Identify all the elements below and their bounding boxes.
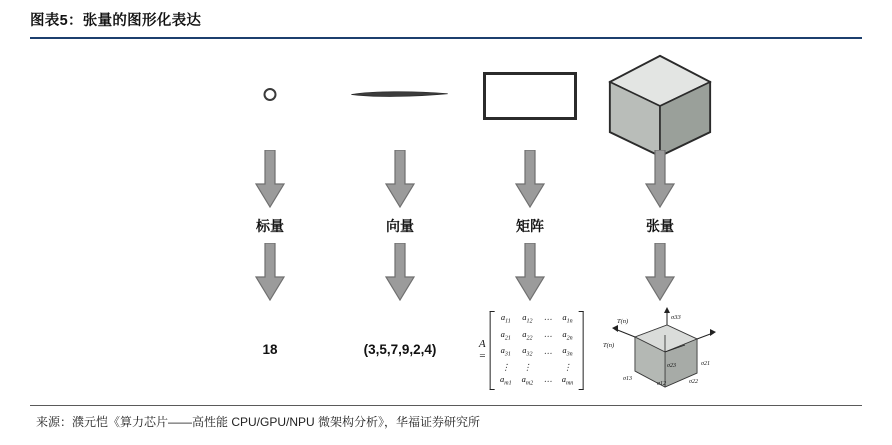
down-arrow-icon	[643, 243, 677, 301]
figure-header	[30, 10, 862, 40]
svg-text:σ21: σ21	[701, 361, 710, 367]
matrix-cell: $a_{11}$	[500, 312, 511, 325]
table-row	[495, 328, 578, 345]
title-divider	[30, 37, 862, 39]
scalar-arrow-bottom	[195, 243, 345, 303]
matrix-cell: ⋮	[563, 362, 572, 373]
matrix-lead-label: A =	[478, 338, 487, 363]
scalar-value: 18	[262, 342, 278, 357]
diagram-column-vector	[325, 45, 475, 400]
matrix-cell: ⋮	[501, 362, 511, 373]
matrix-cell: $a_{32}$	[522, 345, 533, 359]
matrix-shape-slot	[455, 50, 605, 145]
matrix-cell: ⋯	[543, 314, 552, 325]
matrix-right-bracket	[578, 311, 583, 390]
vector-shape-slot	[325, 50, 475, 145]
matrix-cell: $a_{22}$	[522, 328, 533, 342]
tensor-diagram	[30, 45, 862, 400]
vector-arrow-top	[325, 150, 475, 210]
footer-divider	[30, 405, 862, 406]
diagram-column-tensor	[585, 45, 735, 400]
line-shape-icon	[346, 90, 454, 99]
matrix-value-slot	[455, 307, 605, 392]
tensor-value-slot	[585, 307, 735, 392]
table-row	[495, 344, 578, 361]
vector-value-slot	[325, 307, 475, 392]
matrix-cell: $a_{2n}$	[562, 328, 573, 342]
matrix-cell: ⋯	[543, 347, 552, 358]
vector-value: (3,5,7,9,2,4)	[363, 342, 437, 357]
tensor-arrow-top	[585, 150, 735, 210]
diagram-column-matrix	[455, 45, 605, 400]
matrix-cell: $a_{21}$	[500, 328, 511, 342]
stress-tensor-cube-icon	[601, 307, 719, 392]
matrix-cell	[538, 361, 557, 373]
scalar-arrow-top	[195, 150, 345, 210]
matrix-cell: ⋯	[543, 331, 552, 342]
svg-text:σ23: σ23	[667, 363, 676, 369]
svg-text:σ13: σ13	[623, 376, 632, 382]
matrix-cell: ⋮	[523, 362, 532, 373]
vector-arrow-bottom	[325, 243, 475, 303]
down-arrow-icon	[513, 150, 547, 208]
matrix-cell: $a_{m1}$	[500, 374, 512, 387]
down-arrow-icon	[253, 243, 287, 301]
down-arrow-icon	[383, 150, 417, 208]
svg-text:σ22: σ22	[689, 379, 698, 385]
tensor-shape-slot	[585, 50, 735, 145]
table-row	[495, 311, 578, 328]
matrix-label: 矩阵	[516, 218, 544, 234]
scalar-label: 标量	[256, 218, 284, 234]
rectangle-shape-icon	[483, 72, 577, 120]
tensor-arrow-bottom	[585, 243, 735, 303]
matrix-cell: ⋯	[543, 376, 552, 387]
dot-shape-icon	[264, 88, 277, 101]
matrix-cell: $a_{1n}$	[562, 312, 573, 325]
matrix-arrow-bottom	[455, 243, 605, 303]
scalar-shape-slot	[195, 50, 345, 145]
diagram-column-scalar	[195, 45, 345, 400]
vector-label: 向量	[386, 218, 414, 234]
page-title: 图表5：张量的图形化表达	[30, 13, 202, 29]
cube-shape-icon	[606, 54, 714, 158]
svg-text:σ33: σ33	[671, 314, 681, 321]
tensor-label: 张量	[646, 218, 674, 234]
matrix-cell: $a_{3n}$	[562, 345, 573, 359]
matrix-grid	[495, 311, 578, 390]
down-arrow-icon	[383, 243, 417, 301]
svg-text:T(n): T(n)	[617, 318, 629, 325]
down-arrow-icon	[513, 243, 547, 301]
matrix-cell: $a_{mn}$	[561, 374, 574, 387]
svg-text:T(n): T(n)	[603, 342, 615, 349]
matrix-cell: $a_{31}$	[500, 345, 511, 359]
table-row	[495, 373, 578, 390]
svg-text:σ12: σ12	[657, 381, 666, 387]
matrix-cell: $a_{m2}$	[521, 374, 534, 387]
down-arrow-icon	[253, 150, 287, 208]
scalar-value-slot	[195, 307, 345, 392]
source-note: 来源：濮元恺《算力芯片——高性能 CPU/GPU/NPU 微架构分析》，华福证券研究所	[36, 415, 481, 429]
table-row	[495, 361, 578, 373]
matrix-formula	[477, 311, 584, 390]
matrix-arrow-top	[455, 150, 605, 210]
down-arrow-icon	[643, 150, 677, 208]
matrix-cell: $a_{12}$	[522, 312, 533, 325]
